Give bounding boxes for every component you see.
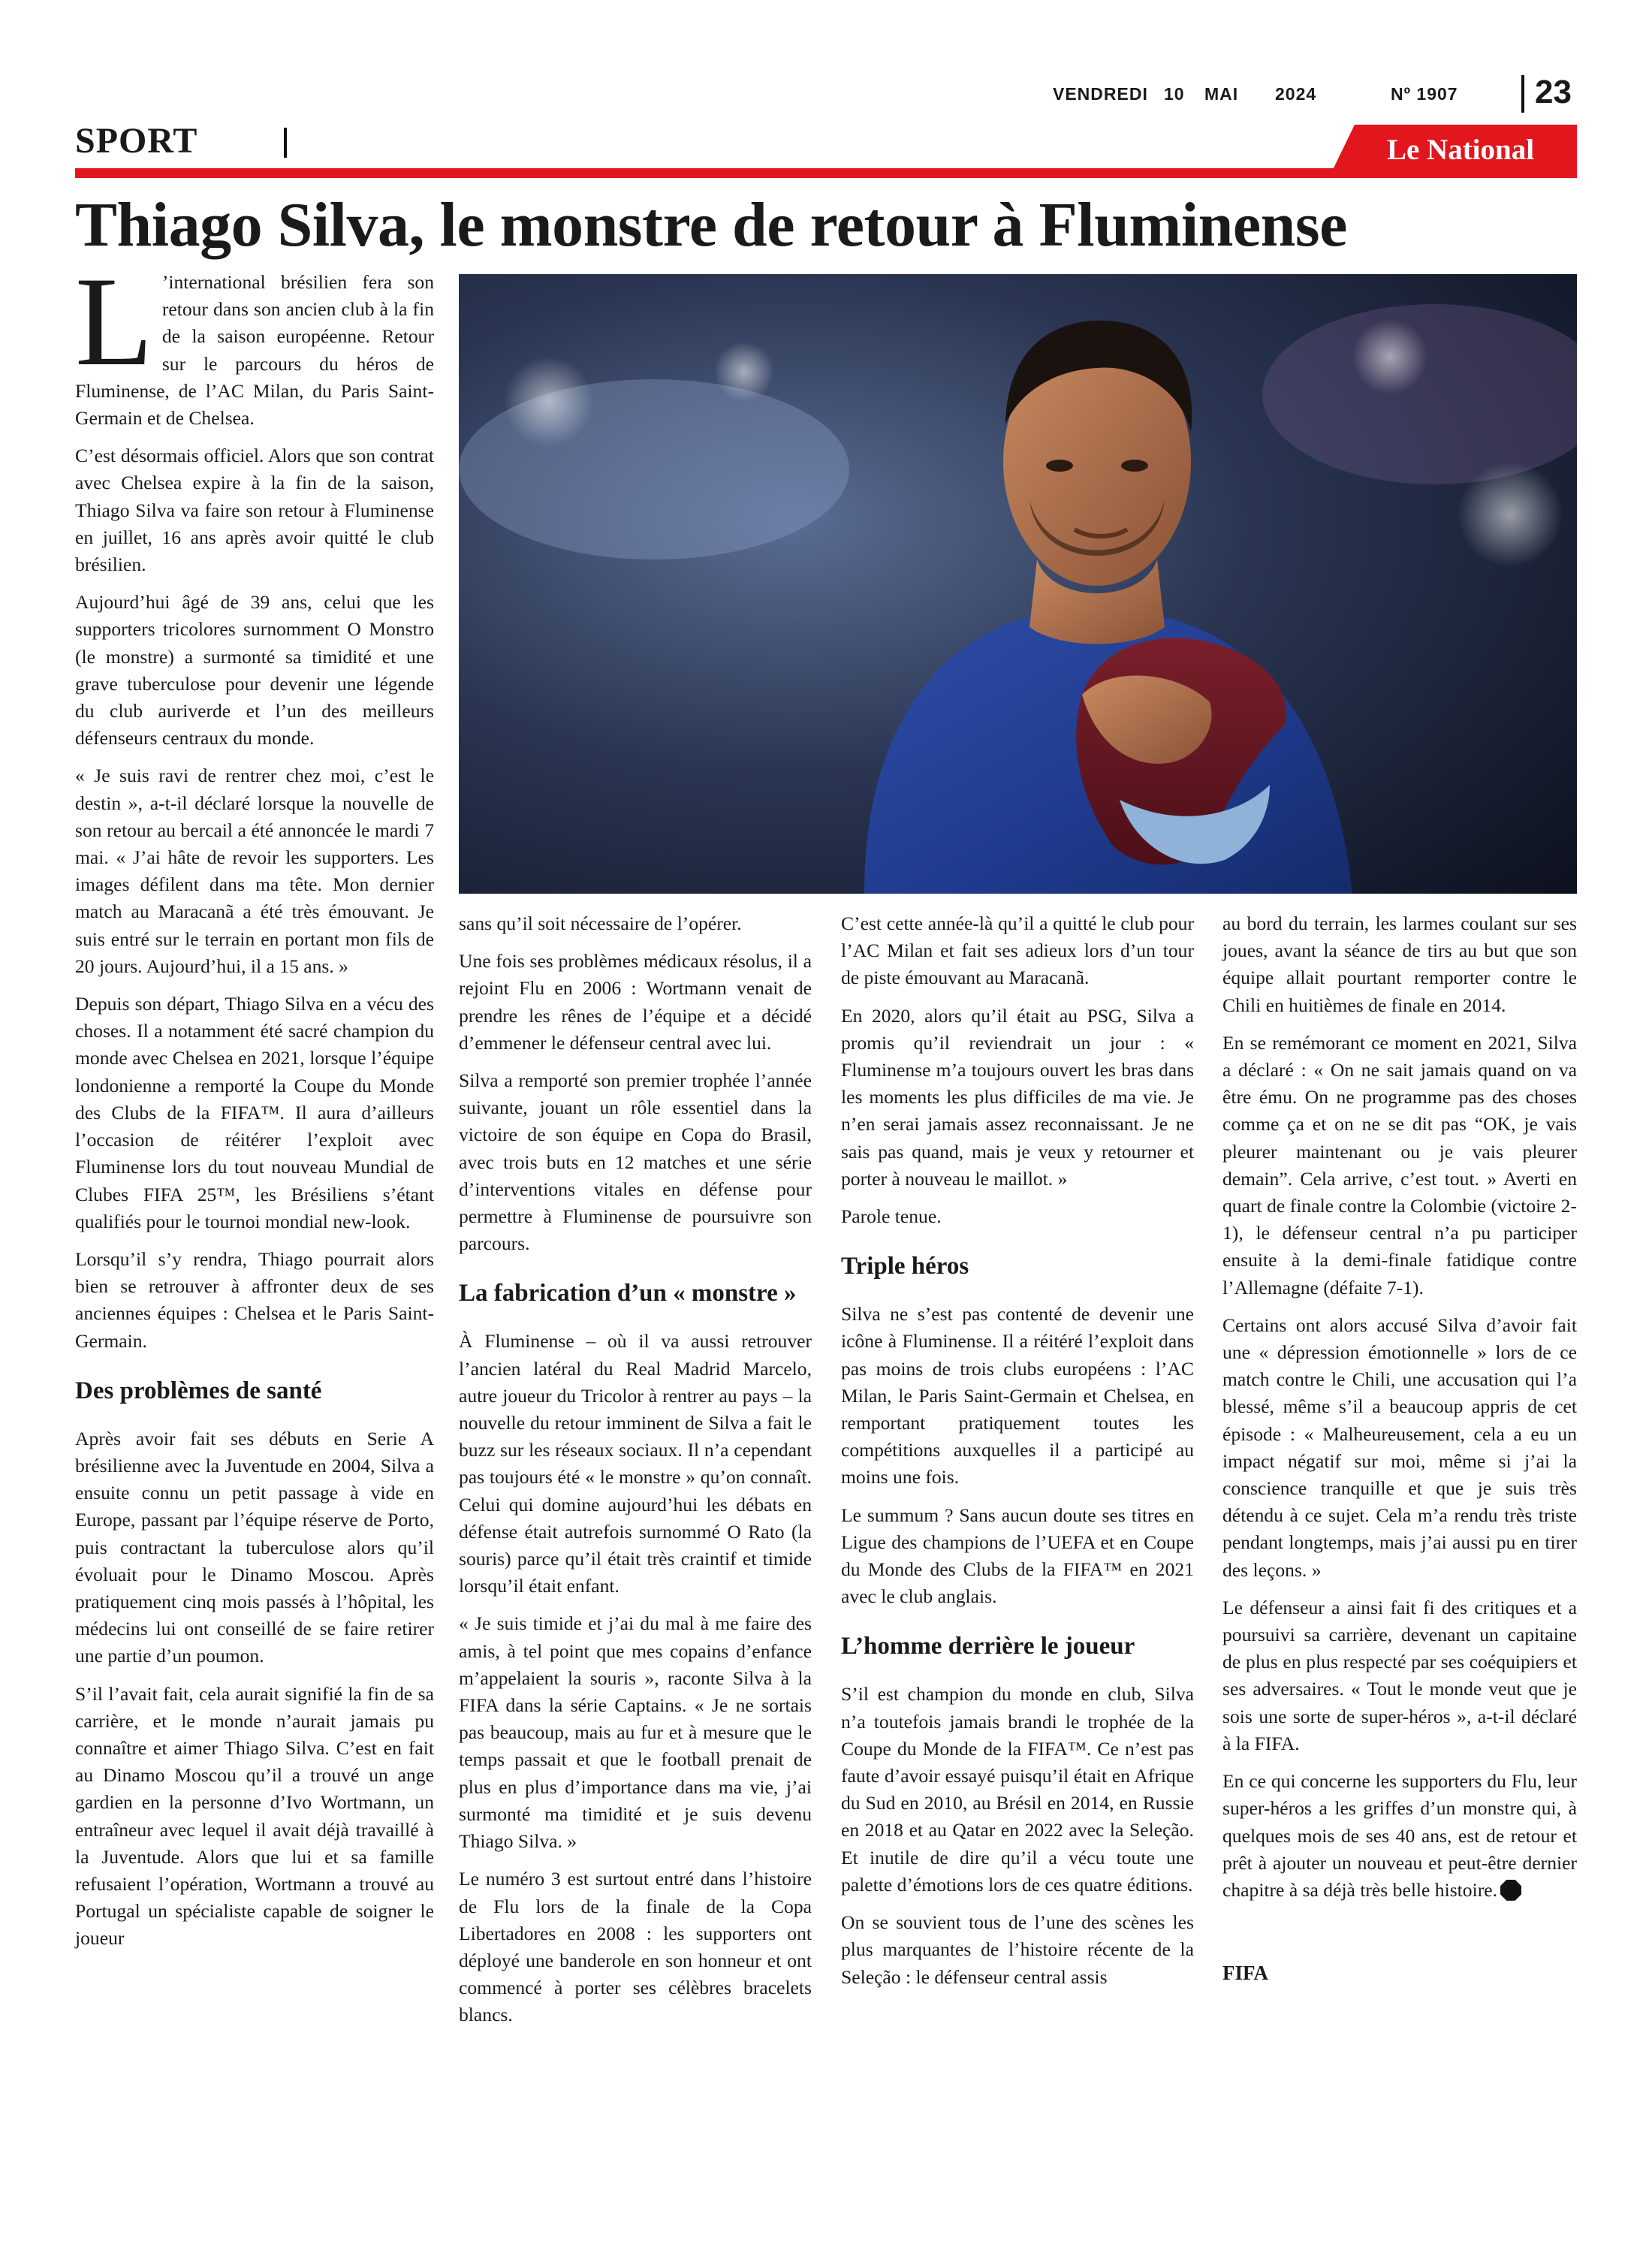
article-lead <box>75 251 434 432</box>
paragraph: Parole tenue. <box>841 1205 942 1228</box>
page-number: 23 <box>1535 74 1572 110</box>
article-column-3 <box>841 910 1194 2001</box>
paragraph: « Je suis timide et j’ai du mal à me faire des amis, à tel point que mes copains d’enfance m’appelaient la souris », raconte Silva à la FIFA dans la série Captains. « Je ne sortais pas beaucoup, mais au fur et à mesure que le temps passait et que le football prenait de plus en plus d’importance dans ma vie, j’ai surmonté ma timidité et je suis devenu Thiago Silva. » <box>459 1612 812 1853</box>
article-photo <box>459 274 1577 894</box>
paragraph: Le défenseur a ainsi fait fi des critiques et a poursuivi sa carrière, devenant un capitaine de plus en plus respecté par ses coéquipiers et ses adversaires. « Tout le monde veut que je sois une sorte de super-héros », a-t-il déclaré à la FIFA. <box>1222 1596 1577 1754</box>
paragraph: Silva ne s’est pas contenté de devenir une icône à Fluminense. Il a réitéré l’exploit dans pas moins de trois clubs européens : l’AC Milan, le Paris Saint-Germain et Chelsea, en remportant pratiquement toutes les compétitions auxquelles il a participé au moins une fois. <box>841 1303 1194 1488</box>
issue-number: Nº 1907 <box>1391 84 1458 104</box>
paragraph: Une fois ses problèmes médicaux résolus, il a rejoint Flu en 2006 : Wortmann venait de prendre les rênes de l’équipe et a décidé d’emmener le défenseur central avec lui. <box>459 950 812 1054</box>
paragraph: Après avoir fait ses débuts en Serie A brésilienne avec la Juventude en 2004, Silva a ensuite connu un petit passage à vide en Europe, passant par l’équipe réserve de Porto, puis contractant la tuberculose alors qu’il évoluait pour le Dinamo Moscou. Après pratiquement cinq mois passés à l’hôpital, les médecins lui ont conseillé de se faire retirer une partie d’un poumon. <box>75 1427 434 1667</box>
subheading: Des problèmes de santé <box>75 1377 322 1404</box>
player-photo-illustration <box>459 274 1577 894</box>
paragraph: Depuis son départ, Thiago Silva en a vécu des choses. Il a notamment été sacré champion du monde avec Chelsea en 2021, lorsque l’équipe londonienne a remporté la Coupe du Monde des Clubs de la FIFA™. Il aura d’ailleurs l’occasion de réitérer l’exploit avec Fluminense lors du tout nouveau Mundial de Clubes FIFA 25™, les Brésiliens s’étant qualifiés pour le tournoi mondial new-look. <box>75 993 434 1232</box>
date-number: 10 <box>1164 84 1185 104</box>
paragraph: S’il est champion du monde en club, Silva n’a toutefois jamais brandi le trophée de la Coupe du Monde de la FIFA™. Ce n’est pas faute d’avoir essayé puisqu’il était en Afrique du Sud en 2010, au Brésil en 2014, en Russie en 2018 et au Qatar en 2022 avec la Seleção. Et inutile de dire qu’il a vécu toute une palette d’émotions lors de ces quatre éditions. <box>841 1683 1194 1896</box>
paragraph: sans qu’il soit nécessaire de l’opérer. <box>459 912 742 934</box>
section-label: SPORT <box>75 121 198 161</box>
subheading: Triple héros <box>841 1253 969 1280</box>
paragraph: En 2020, alors qu’il était au PSG, Silva a promis qu’il reviendrait un jour : « Fluminense m’a toujours ouvert les bras dans les moments les plus difficiles de ma vie. Je n’en serai jamais assez reconnaissant. Je ne sais pas quand, mais je veux y retourner et porter à nouveau le maillot. » <box>841 1004 1194 1190</box>
newspaper-brand: Le National <box>1386 134 1535 166</box>
paragraph: Certains ont alors accusé Silva d’avoir fait une « dépression émotionnelle » lors de ce match contre le Chili, une accusation qui l’a blessé, même s’il a beaucoup appris de cet épisode : « Malheureusement, cela a eu un impact négatif sur moi, même si j’ai la conscience tranquille et que je suis très détendu à ce sujet. Cela m’a rendu très triste pendant longtemps, mais j’ai aussi pu en tirer des leçons. » <box>1222 1313 1577 1581</box>
date-day: VENDREDI <box>1053 84 1148 104</box>
paragraph: Le numéro 3 est surtout entré dans l’histoire de Flu lors de la finale de la Copa Libertadores en 2008 : les supporters ont déployé une banderole en son honneur et ont commencé à porter ses célèbres bracelets blancs. <box>459 1868 812 2026</box>
article-headline: Thiago Silva, le monstre de retour à Fluminense <box>75 190 1347 260</box>
paragraph: C’est désormais officiel. Alors que son contrat avec Chelsea expire à la fin de la saison, Thiago Silva va faire son retour à Fluminense en juillet, 16 ans après avoir quitté le club brésilien. <box>75 445 434 576</box>
paragraph: On se souvient tous de l’une des scènes les plus marquantes de l’histoire récente de la Seleção : le défenseur central assis <box>841 1911 1194 1988</box>
paragraph: C’est cette année-là qu’il a quitté le club pour l’AC Milan et fait ses adieux lors d’un tour de piste émouvant au Maracanã. <box>841 912 1194 989</box>
subheading: La fabrication d’un « monstre » <box>459 1280 797 1307</box>
article-column-1 <box>75 251 434 1963</box>
date-year: 2024 <box>1275 84 1317 104</box>
section-divider <box>284 128 287 158</box>
paragraph: Silva a remporté son premier trophée l’année suivante, jouant un rôle essentiel dans la victoire de son équipe en Copa do Brasil, avec trois buts en 12 matches et une série d’interventions vitales en défense pour permettre à Fluminense de poursuivre son parcours. <box>459 1069 812 1255</box>
paragraph: « Je suis ravi de rentrer chez moi, c’est le destin », a-t-il déclaré lorsque la nouvelle de son retour au bercail a été annoncée le mardi 7 mai. « J’ai hâte de revoir les supporters. Les images défilent dans ma tête. Mon dernier match au Maracanã a été très émouvant. Je suis entré sur le terrain en portant mon fils de 20 jours. Aujourd’hui, il a 15 ans. » <box>75 765 434 977</box>
subheading: L’homme derrière le joueur <box>841 1633 1135 1660</box>
end-of-article-icon <box>1500 1880 1521 1901</box>
page-number-divider <box>1521 75 1524 113</box>
paragraph: Aujourd’hui âgé de 39 ans, celui que les supporters tricolores surnomment O Monstro (le monstre) a surmonté sa timidité et une grave tuberculose pour devenir une légende du club auriverde et l’un des meilleurs défenseurs centraux du monde. <box>75 591 434 749</box>
paragraph: Le summum ? Sans aucun doute ses titres en Ligue des champions de l’UEFA et en Coupe du Monde des Clubs de la FIFA™ en 2021 avec le club anglais. <box>841 1504 1194 1608</box>
article-closing-paragraph <box>1222 1768 1577 1904</box>
paragraph: À Fluminense – où il va aussi retrouver l’ancien latéral du Real Madrid Marcelo, autre joueur du Tricolor à rentrer au pays – la nouvelle du retour imminent de Silva a fait le buzz sur les réseaux sociaux. Il n’a cependant pas toujours été « le monstre » qu’on connaît. Celui qui domine aujourd’hui les débats en défense était autrefois surnommé O Rato (la souris) parce qu’il était très craintif et timide lorsqu’il était enfant. <box>459 1330 812 1597</box>
paragraph: au bord du terrain, les larmes coulant sur ses joues, avant la séance de tirs au but que son équipe allait pourtant remporter contre le Chili en huitièmes de finale en 2014. <box>1222 912 1577 1016</box>
paragraph: En ce qui concerne les supporters du Flu, leur super-héros a les griffes d’un monstre qui, à quelques mois de ses 40 ans, est de retour et prêt à ajouter un nouveau et peut-être dernier chapitre à sa déjà très belle histoire. <box>1222 1770 1577 1901</box>
article-credit: FIFA <box>1222 1962 1268 1985</box>
paragraph: S’il l’avait fait, cela aurait signifié la fin de sa carrière, et le monde n’aurait jamais pu connaître et aimer Thiago Silva. C’est en fait au Dinamo Moscou qu’il a trouvé un ange gardien en la personne d’Ivo Wortmann, un entraîneur avec lequel il avait déjà travaillé à la Juventude. Alors que lui et sa famille refusaient l’opération, Wortmann a trouvé au Portugal un spécialiste capable de soigner le joueur <box>75 1682 434 1950</box>
paragraph: Lorsqu’il s’y rendra, Thiago pourrait alors bien se retrouver à affronter deux de ses anciennes équipes : Chelsea et le Paris Saint-Germain. <box>75 1247 434 1352</box>
paragraph: En se remémorant ce moment en 2021, Silva a déclaré : « On ne sait jamais quand on va être ému. On ne programme pas des choses comme ça et on ne se dit pas “OK, je vais pleurer maintenant ou je vais pleurer demain”. Cela arrive, c’est tout. » Averti en quart de finale contre la Colombie (victoire 2-1), le défenseur central n’a pu participer ensuite à la demi-finale fatidique contre l’Allemagne (défaite 7-1). <box>1222 1031 1577 1298</box>
drop-cap: L <box>75 251 153 392</box>
article-column-2 <box>459 910 812 2040</box>
issue-date <box>1053 84 1503 111</box>
paragraph: ’international brésilien fera son retour dans son ancien club à la fin de la saison européenne. Retour sur le parcours du héros de Fluminense, de l’AC Milan, du Paris Saint-Germain et de Chelsea. <box>75 271 434 430</box>
article-column-4 <box>1222 910 1577 1997</box>
date-month: MAI <box>1204 84 1239 104</box>
